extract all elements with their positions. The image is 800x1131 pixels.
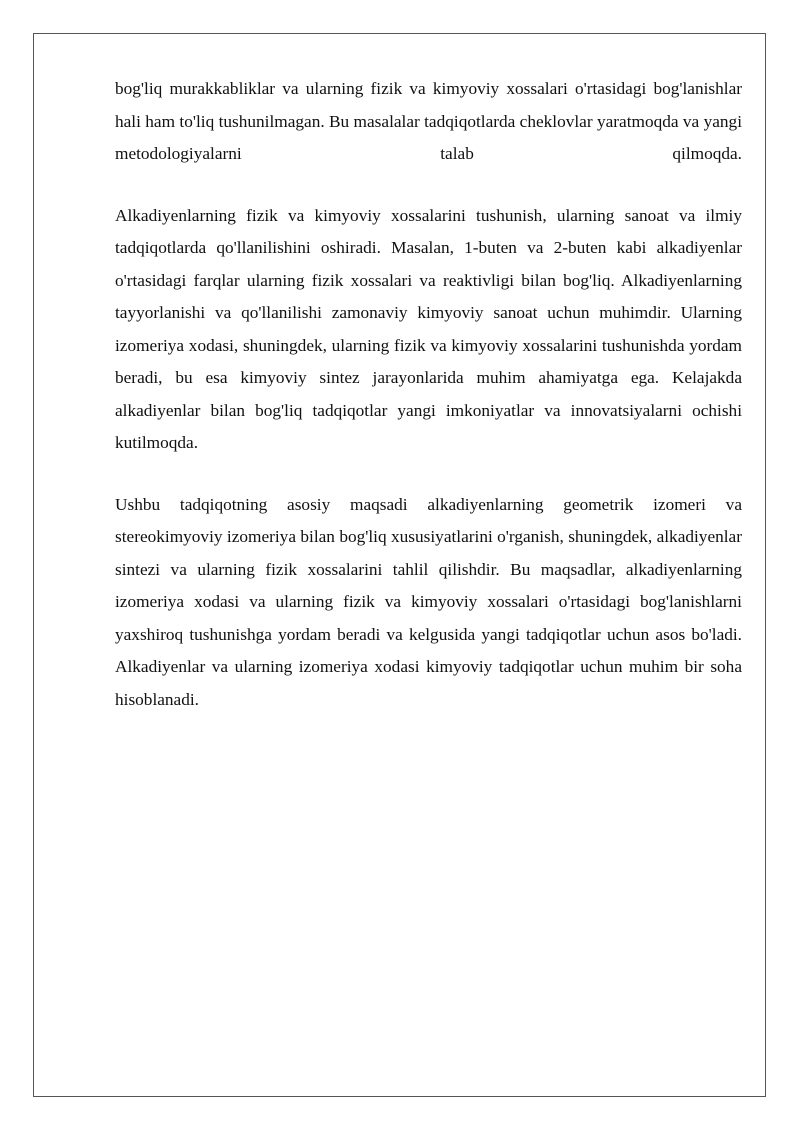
paragraph-3: Ushbu tadqiqotning asosiy maqsadi alkadiyenlarning geometrik izomeri va stereokimyoviy izomeriya bilan bog'liq xususiyatlarini o'rganish, shuningdek, alkadiyenlar sintezi va ularning fizik xossalarini tahlil qilishdir. Bu maqsadlar, alkadiyenlarning izomeriya xodasi va ularning fizik va kimyoviy xossalari o'rtasidagi bog'lanishlarni yaxshiroq tushunishga yordam beradi va kelgusida yangi tadqiqotlar uchun asos bo'ladi. Alkadiyenlar va ularning izomeriya xodasi kimyoviy tadqiqotlar uchun muhim bir soha hisoblanadi. [115, 494, 742, 709]
paragraph-1: bog'liq murakkabliklar va ularning fizik va kimyoviy xossalari o'rtasidagi bog'lanishlar hali ham to'liq tushunilmagan. Bu masalalar tadqiqotlarda cheklovlar yaratmoqda va yangi metodologiyalarni talab qilmoqda. [115, 79, 742, 163]
paragraph-2: Alkadiyenlarning fizik va kimyoviy xossalarini tushunish, ularning sanoat va ilmiy tadqiqotlarda qo'llanilishini oshiradi. Masalan, 1-buten va 2-buten kabi alkadiyenlar o'rtasidagi farqlar ularning fizik xossalari va reaktivligi bilan bog'liq. Alkadiyenlarning tayyorlanishi va qo'llanilishi zamonaviy kimyoviy sanoat uchun muhimdir. Ularning izomeriya xodasi, shuningdek, ularning fizik va kimyoviy xossalarini tushunishda yordam beradi, bu esa kimyoviy sintez jarayonlarida muhim ahamiyatga ega. Kelajakda alkadiyenlar bilan bog'liq tadqiqotlar yangi imkoniyatlar va innovatsiyalarni ochishi kutilmoqda. [115, 205, 742, 452]
document-body [115, 73, 742, 745]
